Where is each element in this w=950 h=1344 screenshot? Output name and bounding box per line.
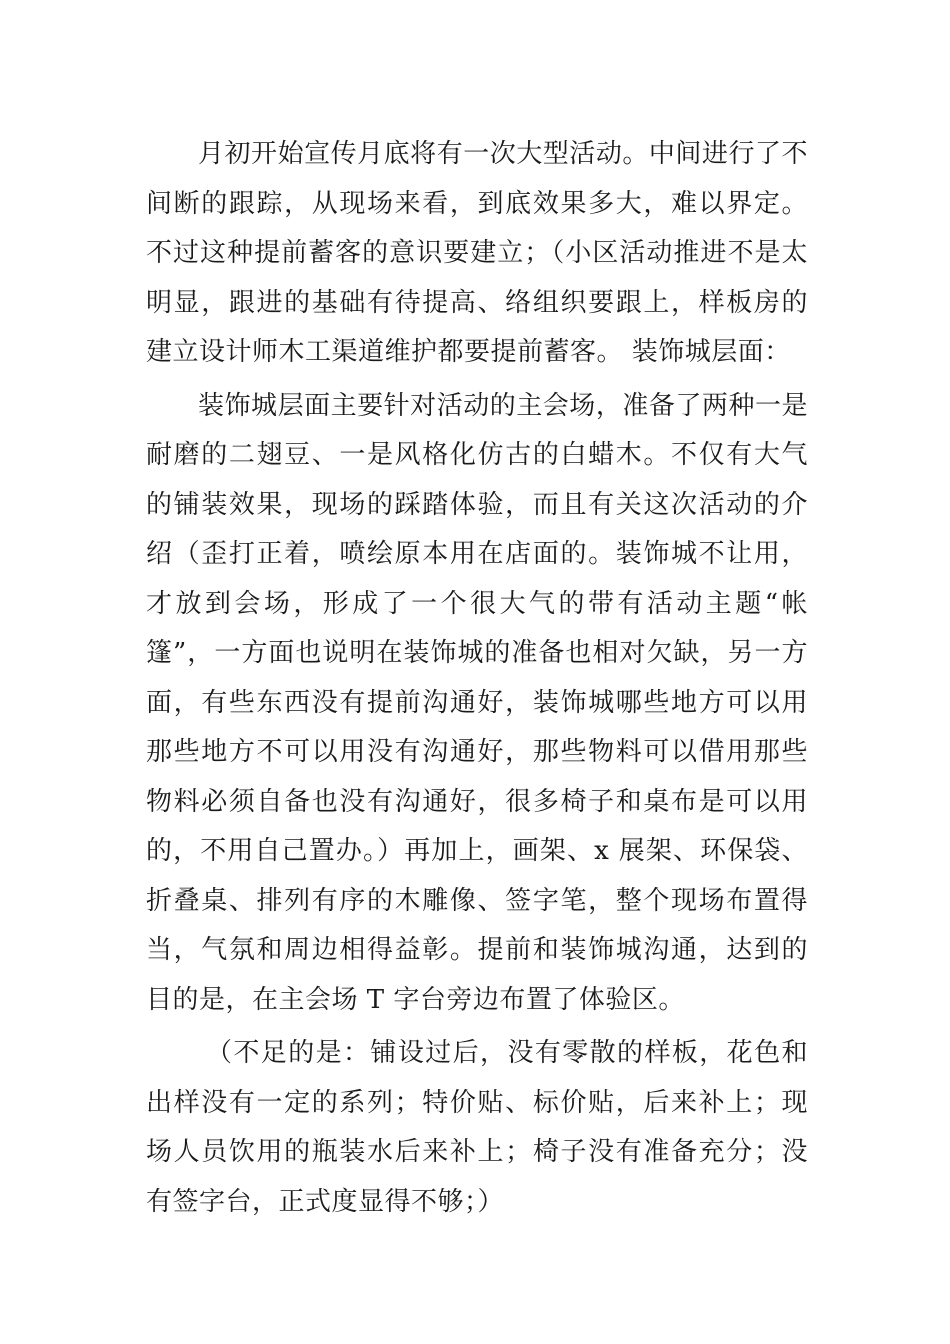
document-body [146,130,808,1227]
paragraph-2: 装饰城层面主要针对活动的主会场，准备了两种一是耐磨的二翅豆、一是风格化仿古的白蜡木。不仅有大气的铺装效果，现场的踩踏体验，而且有关这次活动的介绍（歪打正着，喷绘原本用在店面的。装饰城不让用，才放到会场，形成了一个很大气的带有活动主题“帐篷”，一方面也说明在装饰城的准备也相对欠缺，另一方面，有些东西没有提前沟通好，装饰城哪些地方可以用那些地方不可以用没有沟通好，那些物料可以借用那些物料必须自备也没有沟通好，很多椅子和桌布是可以用的，不用自己置办。）再加上，画架、x 展架、环保袋、折叠桌、排列有序的木雕像、签字笔，整个现场布置得当，气氛和周边相得益彰。提前和装饰城沟通，达到的目的是，在主会场 T 字台旁边布置了体验区。 [146,390,808,1015]
paragraph-1: 月初开始宣传月底将有一次大型活动。中间进行了不间断的跟踪，从现场来看，到底效果多大，难以界定。不过这种提前蓄客的意识要建立；（小区活动推进不是太明显，跟进的基础有待提高、络组织要跟上，样板房的建立设计师木工渠道维护都要提前蓄客。 装饰城层面： [146,139,808,367]
paragraph-3: （不足的是：铺设过后，没有零散的样板，花色和出样没有一定的系列；特价贴、标价贴，后来补上；现场人员饮用的瓶装水后来补上；椅子没有准备充分；没有签字台，正式度显得不够；） [146,1038,808,1217]
